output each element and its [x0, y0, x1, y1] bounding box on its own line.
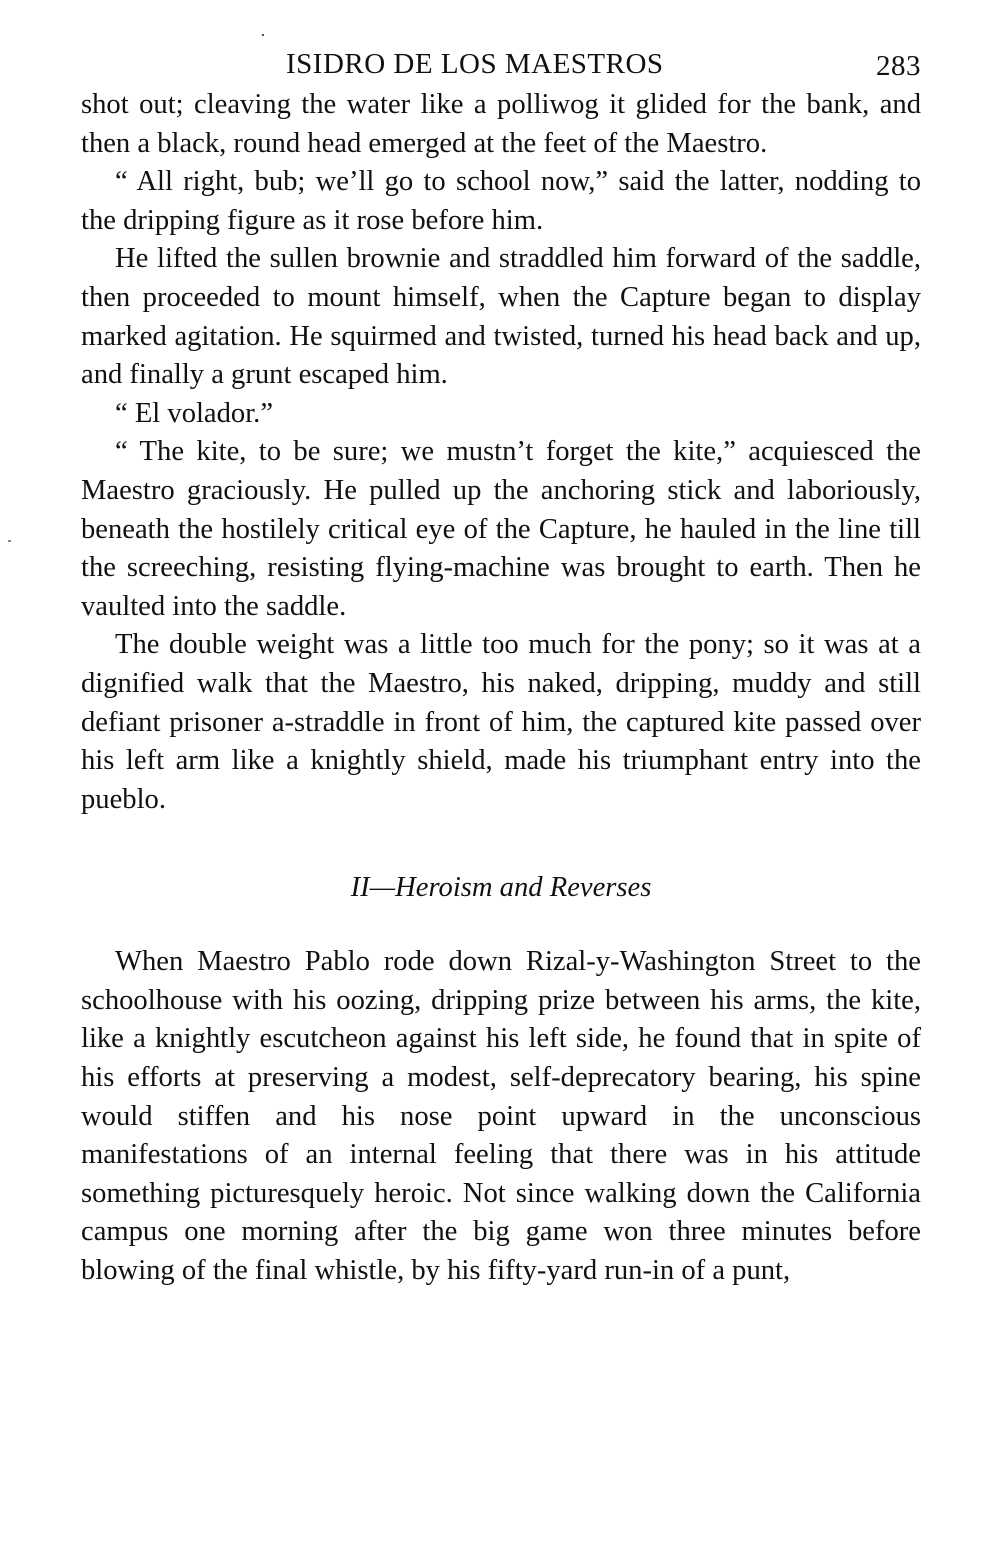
- running-head: [81, 42, 921, 86]
- book-page: [81, 42, 921, 1291]
- paragraph: shot out; cleaving the water like a polliwog it glided for the bank, and then a black, round head emerged at the feet of the Maestro.: [81, 89, 921, 159]
- paragraph: “ The kite, to be sure; we mustn’t forget the kite,” acquiesced the Maestro graciously. He pulled up the anchoring stick and laboriously, beneath the hostilely critical eye of the Capture, he hauled in the line till the screeching, resisting flying-machine was brought to earth. Then he vaulted into the saddle.: [81, 436, 921, 622]
- paragraph: The double weight was a little too much for the pony; so it was at a dignified walk that the Maestro, his naked, dripping, muddy and still defiant prisoner a-straddle in front of him, the captured kite passed over his left arm like a knightly shield, made his triumphant entry into the pueblo.: [81, 629, 921, 815]
- running-title: ISIDRO DE LOS MAESTROS: [286, 48, 664, 80]
- paragraph: He lifted the sullen brownie and straddled him forward of the saddle, then proceeded to mount himself, when the Capture began to display marked agitation. He squirmed and twisted, turned his head back and up, and finally a grunt escaped him.: [81, 243, 921, 391]
- paragraph: “ El volador.”: [115, 397, 274, 429]
- paragraph: “ All right, bub; we’ll go to school now,” said the latter, nodding to the dripping figure as it rose before him.: [81, 166, 921, 236]
- section-heading: II—Heroism and Reverses: [350, 872, 652, 904]
- print-speck: [262, 34, 264, 36]
- paragraph: When Maestro Pablo rode down Rizal-y-Washington Street to the schoolhouse with his oozing, dripping prize between his arms, the kite, like a knightly escutcheon against his left side, he found that in spite of his efforts at preserving a modest, self-deprecatory bearing, his spine would stiffen and his nose point upward in the unconscious manifestations of an internal feeling that there was in his attitude something picturesquely heroic. Not since walking down the California campus one morning after the big game won three minutes before blowing of the final whistle, by his fifty-yard run-in of a punt,: [81, 946, 921, 1287]
- print-speck: [8, 540, 11, 542]
- page-number: 283: [876, 50, 921, 82]
- body-text: [81, 86, 921, 1291]
